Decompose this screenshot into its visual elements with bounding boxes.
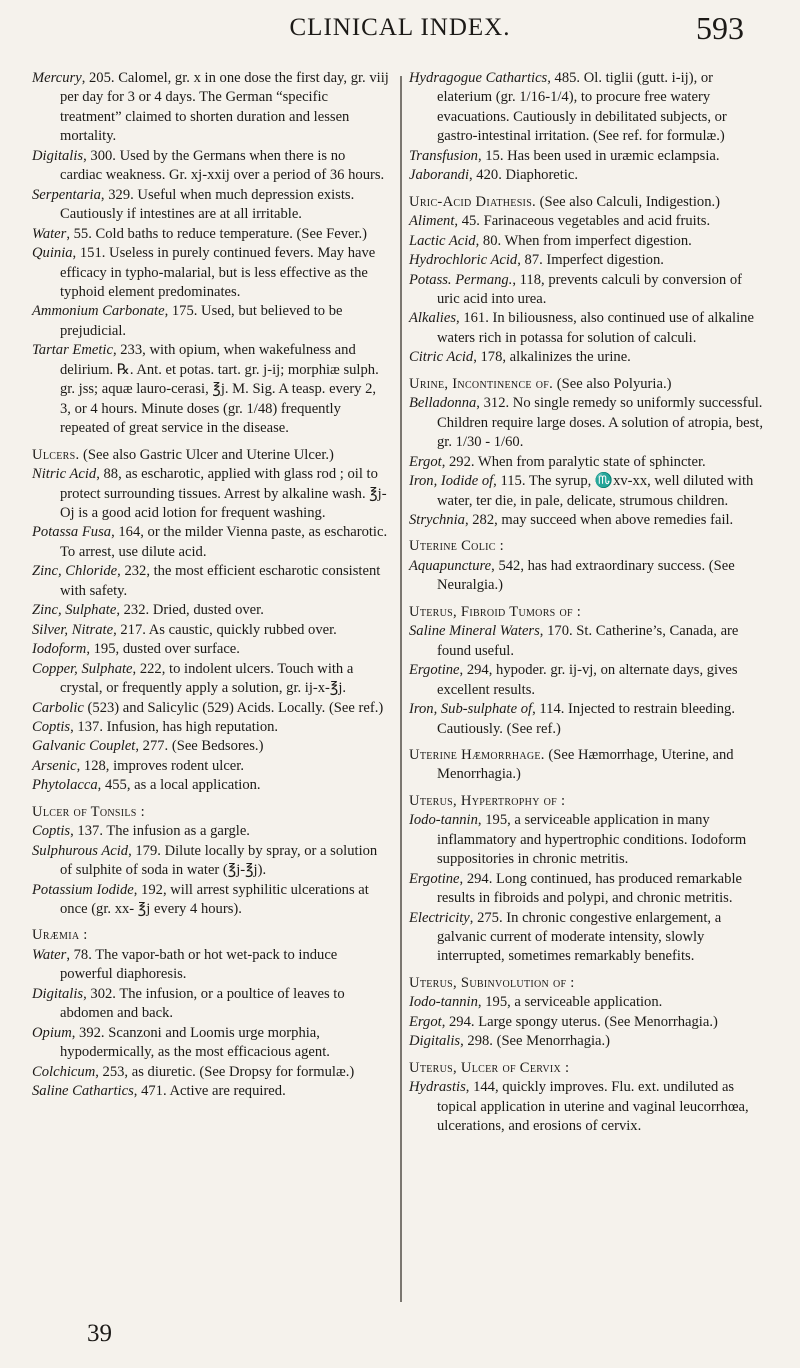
entry-text: , 294. Long continued, has produced remarkable results in fibroids and polypi, and chronic metritis. (437, 870, 742, 907)
index-entry (409, 1078, 768, 1136)
entry-text: (See also Gastric Ulcer and Uterine Ulcer.) (79, 446, 334, 463)
entry-term: Potass. Permang. (409, 271, 513, 288)
entry-text: , 45. Farinaceous vegetables and acid fruits. (454, 213, 711, 230)
entry-term: Saline Mineral Waters (409, 623, 540, 640)
entry-term: Galvanic Couplet (32, 738, 136, 755)
index-entry (409, 700, 768, 739)
entry-term: Ergot (409, 453, 442, 470)
entry-text: , 232, the most efficient escharotic consistent with safety. (60, 563, 381, 599)
entry-term: Serpentaria (32, 186, 101, 203)
entry-text: , 253, as diuretic. (See Dropsy for formulæ.) (95, 1063, 355, 1080)
entry-text: , 15. Has been used in uræmic eclampsia. (477, 147, 720, 164)
entry-text: , 471. Active are required. (133, 1083, 286, 1100)
index-entry (409, 166, 768, 185)
entry-text: (See also Polyuria.) (553, 375, 672, 392)
entry-text: , 192, will arrest syphilitic ulcerations at once (gr. xx- ℥j every 4 hours). (60, 881, 369, 918)
index-entry (32, 302, 389, 341)
entry-term: Iron, Sub-sulphate of (409, 701, 533, 718)
entry-term: Transfusion (409, 147, 478, 164)
index-entry (409, 1013, 768, 1032)
index-entry (409, 511, 768, 530)
entry-text: (See Hæmorrhage, Uterine, and Menorrhagia.) (437, 746, 734, 783)
index-heading (32, 803, 389, 822)
heading-term: Urine, Incontinence of. (409, 375, 554, 392)
entry-term: Opium (32, 1024, 72, 1041)
index-heading (409, 193, 768, 212)
entry-term: Jaborandi (409, 167, 469, 184)
index-entry (32, 660, 389, 699)
index-entry (409, 472, 768, 511)
entry-term: Iodo-tannin (409, 812, 478, 829)
index-entry (409, 232, 768, 251)
index-entry (32, 147, 389, 186)
entry-text: , 329. Useful when much depression exists. Cautiously if intestines are at all irritable. (60, 186, 355, 223)
entry-text: , 179. Dilute locally by spray, or a solution of sulphite of soda in water (℥j-℥j). (60, 842, 378, 879)
entry-term: Ergot (409, 1013, 442, 1030)
entry-term: Tartar Emetic (32, 342, 113, 359)
entry-text: , 80. When from imperfect digestion. (475, 232, 692, 249)
entry-text: , 420. Diaphoretic. (469, 167, 579, 184)
index-entry (32, 341, 389, 438)
index-entry (32, 465, 389, 523)
page-number: 593 (696, 10, 744, 46)
entry-text: , 298. (See Menorrhagia.) (460, 1033, 611, 1050)
index-entry (32, 842, 389, 881)
running-title: CLINICAL INDEX. (289, 14, 511, 41)
entry-term: Iodo-tannin (409, 994, 478, 1011)
index-entry (409, 993, 768, 1012)
index-entry (32, 699, 389, 718)
entry-text: , 275. In chronic congestive enlargement, a galvanic current of moderate intensity, slowly interrupted, sometimes remarkably benefits. (437, 909, 722, 965)
entry-term: Hydragogue Cathartics (409, 70, 548, 86)
right-column (409, 69, 768, 1137)
index-entry (32, 244, 389, 302)
index-entry (32, 737, 389, 756)
entry-term: Quinia (32, 245, 73, 262)
index-entry (409, 811, 768, 869)
index-entry (409, 1032, 768, 1051)
entry-term: Strychnia (409, 511, 465, 528)
index-heading (409, 792, 768, 811)
heading-term: Uterine Hæmorrhage. (409, 746, 545, 763)
entry-text: , 292. When from paralytic state of sphincter. (441, 453, 706, 470)
index-heading (409, 1059, 768, 1078)
index-entry (32, 523, 389, 562)
entry-text: , 233, with opium, when wakefulness and delirium. ℞. Ant. et potas. tart. gr. j-ij; morphiæ sulph. gr. jss; aquæ lauro-cerasi, ℥j. M. Sig. A teasp. every 2, 3, or 4 hours. Minute doses (gr. 1/48) frequently repeated of great service in the disease. (60, 342, 379, 437)
index-heading (32, 926, 389, 945)
entry-term: Water (32, 225, 67, 242)
entry-text: , 170. St. Catherine’s, Canada, are found useful. (437, 623, 739, 659)
entry-text: , 392. Scanzoni and Loomis urge morphia, hypodermically, as the most efficacious agent. (60, 1024, 330, 1061)
entry-text: , 294, hypoder. gr. ij-vj, on alternate days, gives excellent results. (437, 662, 738, 698)
entry-term: Electricity (409, 909, 470, 926)
entry-text: , 195, dusted over surface. (86, 641, 240, 658)
entry-term: Hydrastis (409, 1079, 466, 1096)
entry-text: , 164, or the milder Vienna paste, as escharotic. To arrest, use dilute acid. (60, 524, 388, 560)
heading-term: Uterus, Subinvolution of : (409, 974, 575, 991)
entry-term: Silver, Nitrate (32, 621, 114, 638)
entry-term: Potassa Fusa (32, 524, 112, 541)
entry-term: Digitalis (32, 985, 84, 1002)
index-entry (409, 251, 768, 270)
entry-term: Saline Cathartics (32, 1083, 134, 1100)
index-entry (32, 1024, 389, 1063)
index-entry (32, 776, 389, 795)
heading-term: Uterus, Fibroid Tumors of : (409, 603, 582, 620)
entry-term: Ergotine (409, 870, 460, 887)
index-entry (409, 870, 768, 909)
entry-text: , 222, to indolent ulcers. Touch with a crystal, or frequently apply a solution, gr. ij-x-℥j. (60, 660, 354, 697)
column-divider (400, 76, 402, 1302)
entry-term: Iodoform (32, 641, 87, 658)
page-header (0, 8, 800, 48)
entry-term: Aquapuncture (409, 557, 492, 574)
entry-text: , 542, has had extraordinary success. (See Neuralgia.) (437, 557, 735, 594)
index-entry (32, 718, 389, 737)
entry-text: , 485. Ol. tiglii (gutt. i-ij), or elaterium (gr. 1/16-1/4), to procure free watery evacuations. Cautiously in debilitated subjects, or gastro-intestinal irritation. (See ref. for formulæ.) (437, 70, 727, 145)
index-entry (409, 622, 768, 661)
entry-term: Zinc, Sulphate (32, 602, 117, 619)
index-heading (32, 446, 389, 465)
entry-term: Ergotine (409, 662, 460, 679)
index-entry (32, 985, 389, 1024)
entry-text: , 312. No single remedy so uniformly successful. Children require large doses. A solution of atropia, best, gr. 1/30 - 1/60. (437, 395, 763, 451)
heading-term: Uterus, Hypertrophy of : (409, 792, 566, 809)
entry-text: , 282, may succeed when above remedies fail. (464, 511, 734, 528)
entry-text: , 300. Used by the Germans when there is no cardiac weakness. Gr. xj-xxij over a period of 36 hours. (60, 147, 385, 184)
index-entry (32, 757, 389, 776)
entry-term: Arsenic (32, 757, 77, 774)
index-heading (409, 974, 768, 993)
entry-term: Iron, Iodide of (409, 473, 494, 490)
entry-term: Colchicum (32, 1063, 96, 1080)
index-entry (409, 309, 768, 348)
index-entry (409, 557, 768, 596)
entry-term: Belladonna (409, 395, 477, 412)
heading-term: Uræmia : (32, 927, 88, 944)
entry-text: , 302. The infusion, or a poultice of leaves to abdomen and back. (60, 985, 345, 1022)
entry-term: Digitalis (32, 147, 84, 164)
entry-term: Phytolacca (32, 777, 98, 794)
signature-mark: 39 (87, 1320, 112, 1347)
index-entry (409, 212, 768, 231)
entry-text: , 115. The syrup, ♏xv-xx, well diluted with water, ter die, in pale, delicate, strumous children. (437, 473, 754, 509)
entry-text: , 144, quickly improves. Flu. ext. undiluted as topical application in uterine and vaginal leucorrhœa, ulcerations, and erosions of cervix. (437, 1079, 749, 1135)
entry-text: , 118, prevents calculi by conversion of uric acid into urea. (437, 271, 743, 307)
entry-term: Citric Acid (409, 349, 474, 366)
entry-term: Nitric Acid (32, 466, 97, 483)
entry-term: Hydrochloric Acid (409, 252, 518, 269)
entry-term: Alkalies (409, 310, 457, 327)
entry-text: , 78. The vapor-bath or hot wet-pack to induce powerful diaphoresis. (60, 946, 338, 983)
entry-text: , 128, improves rodent ulcer. (76, 757, 244, 774)
entry-term: Coptis (32, 823, 71, 840)
index-entry (409, 394, 768, 452)
entry-text: , 161. In biliousness, also continued use of alkaline waters rich in potassa for solution of calculi. (437, 310, 754, 346)
entry-text: , 114. Injected to restrain bleeding. Cautiously. (See ref.) (437, 701, 735, 737)
entry-term: Water (32, 946, 67, 963)
heading-term: Uric-Acid Diathesis. (409, 193, 537, 210)
index-entry (32, 621, 389, 640)
index-entry (32, 881, 389, 920)
entry-text: , 55. Cold baths to reduce temperature. (See Fever.) (66, 225, 368, 242)
entry-text: , 205. Calomel, gr. x in one dose the first day, gr. viij per day for 3 or 4 days. The German “specific treatment” claimed to shorten duration and lessen mortality. (60, 70, 389, 145)
entry-term: Digitalis (409, 1033, 461, 1050)
index-entry (32, 601, 389, 620)
entry-text: , 88, as escharotic, applied with glass rod ; oil to protect surrounding tissues. Arrest by alkaline wash. ℥j-Oj is a good acid lotion for frequent washing. (60, 466, 387, 521)
index-entry (32, 822, 389, 841)
entry-text: (See also Calculi, Indigestion.) (536, 193, 721, 210)
index-entry (409, 348, 768, 367)
entry-text: , 151. Useless in purely continued fevers. May have efficacy in typho-malarial, but is less effective as the typhoid element predominates. (60, 245, 376, 300)
entry-text: , 232. Dried, dusted over. (116, 602, 264, 619)
entry-term: Carbolic (32, 699, 84, 716)
entry-term: Potassium Iodide (32, 881, 134, 898)
heading-term: Uterine Colic : (409, 538, 505, 555)
entry-text: , 178, alkalinizes the urine. (473, 349, 631, 366)
index-entry (32, 186, 389, 225)
entry-text: , 195, a serviceable application. (477, 994, 663, 1011)
entry-text: , 137. Infusion, has high reputation. (70, 718, 279, 735)
index-entry (32, 946, 389, 985)
index-heading (409, 746, 768, 785)
index-entry (32, 562, 389, 601)
entry-text: , 217. As caustic, quickly rubbed over. (113, 621, 337, 638)
entry-text: (523) and Salicylic (529) Acids. Locally. (See ref.) (83, 699, 384, 716)
index-entry (32, 1082, 389, 1101)
entry-text: , 455, as a local application. (97, 777, 261, 794)
entry-term: Mercury (32, 70, 82, 86)
index-heading (409, 537, 768, 556)
index-entry (409, 909, 768, 967)
entry-text: , 87. Imperfect digestion. (517, 252, 664, 269)
index-heading (409, 603, 768, 622)
index-entry (32, 69, 389, 147)
index-entry (409, 147, 768, 166)
entry-text: , 175. Used, but believed to be prejudicial. (60, 303, 343, 339)
entry-text: , 137. The infusion as a gargle. (70, 823, 250, 840)
index-entry (409, 69, 768, 147)
index-entry (32, 225, 389, 244)
heading-term: Ulcers. (32, 446, 80, 463)
entry-text: , 195, a serviceable application in many inflammatory and hypertrophic conditions. Iodoform suppositories in chronic metritis. (437, 812, 747, 868)
entry-text: , 294. Large spongy uterus. (See Menorrhagia.) (441, 1013, 718, 1030)
left-column (32, 69, 389, 1102)
entry-term: Coptis (32, 718, 71, 735)
index-entry (409, 661, 768, 700)
entry-text: , 277. (See Bedsores.) (135, 738, 264, 755)
index-heading (409, 375, 768, 394)
heading-term: Ulcer of Tonsils : (32, 803, 145, 820)
heading-term: Uterus, Ulcer of Cervix : (409, 1059, 570, 1076)
entry-term: Ammonium Carbonate (32, 303, 165, 320)
index-entry (32, 640, 389, 659)
index-entry (409, 453, 768, 472)
index-entry (32, 1063, 389, 1082)
entry-term: Sulphurous Acid (32, 842, 129, 859)
entry-term: Copper, Sulphate (32, 660, 133, 677)
entry-term: Lactic Acid (409, 232, 476, 249)
entry-term: Zinc, Chloride (32, 563, 118, 580)
index-entry (409, 271, 768, 310)
entry-term: Aliment (409, 213, 455, 230)
